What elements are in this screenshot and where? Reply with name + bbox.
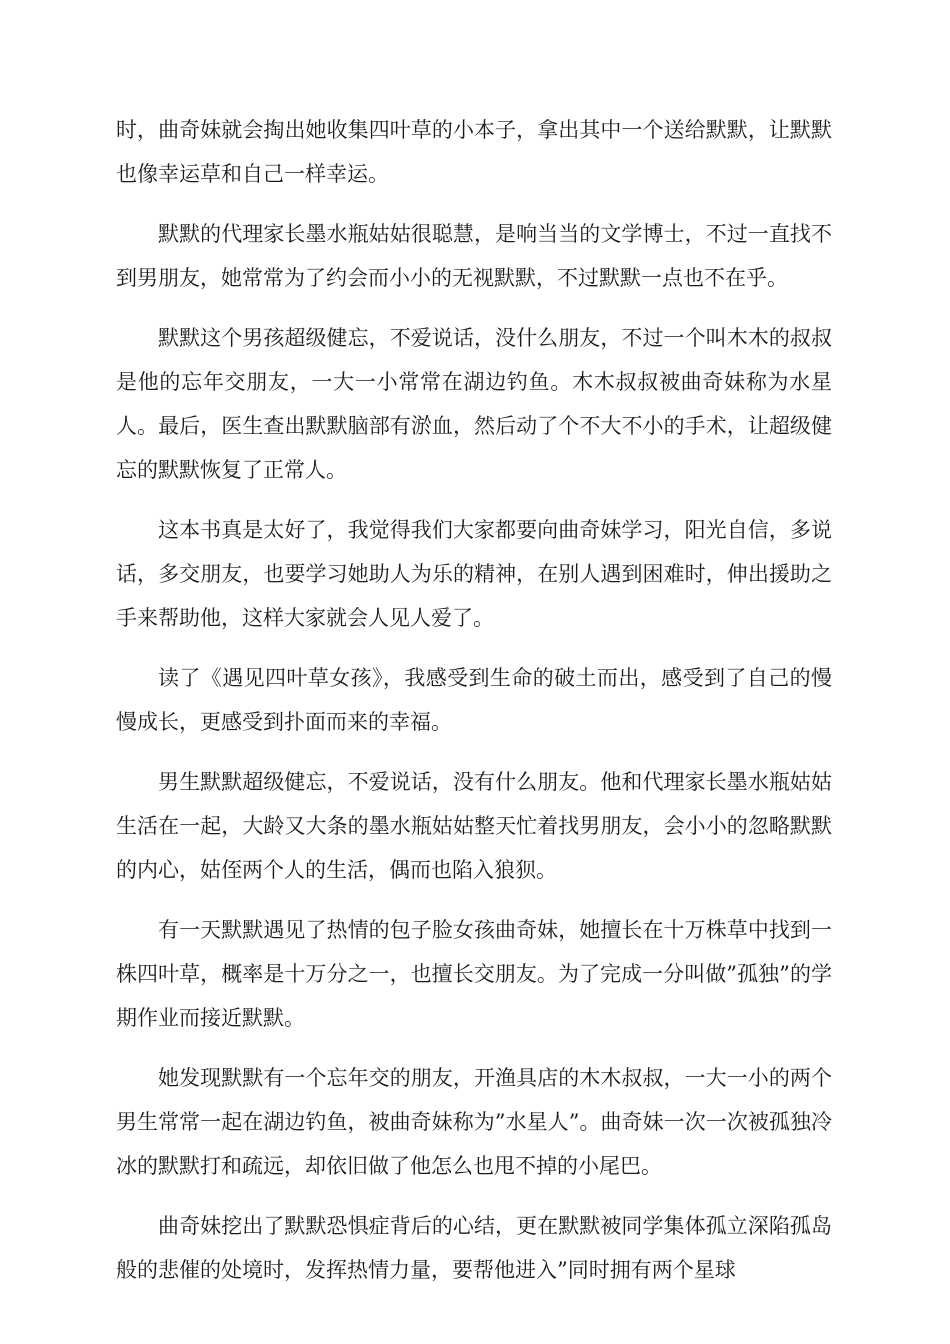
paragraph-9: 曲奇妹挖出了默默恐惧症背后的心结，更在默默被同学集体孤立深陷孤岛般的悲催的处境时，发挥热情力量，要帮他进入”同时拥有两个星球 [116, 1214, 832, 1282]
paragraph-6: 男生默默超级健忘，不爱说话，没有什么朋友。他和代理家长墨水瓶姑姑生活在一起，大龄又大条的墨水瓶姑姑整天忙着找男朋友，会小小的忽略默默的内心，姑侄两个人的生活，偶而也陷入狼狈。 [116, 770, 832, 882]
paragraph-4: 这本书真是太好了，我觉得我们大家都要向曲奇妹学习，阳光自信，多说话，多交朋友，也要学习她助人为乐的精神，在别人遇到困难时，伸出援助之手来帮助他，这样大家就会人见人爱了。 [116, 518, 832, 630]
paragraph-8: 她发现默默有一个忘年交的朋友，开渔具店的木木叔叔，一大一小的两个男生常常一起在湖边钓鱼，被曲奇妹称为”水星人”。曲奇妹一次一次被孤独冷冰的默默打和疏远，却依旧做了他怎么也甩不掉的小尾巴。 [116, 1066, 832, 1178]
paragraph-3: 默默这个男孩超级健忘，不爱说话，没什么朋友，不过一个叫木木的叔叔是他的忘年交朋友，一大一小常常在湖边钓鱼。木木叔叔被曲奇妹称为水星人。最后，医生查出默默脑部有淤血，然后动了个不大不小的手术，让超级健忘的默默恢复了正常人。 [116, 326, 832, 482]
paragraph-2: 默默的代理家长墨水瓶姑姑很聪慧，是响当当的文学博士，不过一直找不到男朋友，她常常为了约会而小小的无视默默，不过默默一点也不在乎。 [116, 222, 832, 290]
paragraph-1: 时，曲奇妹就会掏出她收集四叶草的小本子，拿出其中一个送给默默，让默默也像幸运草和自己一样幸运。 [116, 118, 832, 186]
paragraph-5: 读了《遇见四叶草女孩》，我感受到生命的破土而出，感受到了自己的慢慢成长，更感受到扑面而来的幸福。 [116, 666, 832, 734]
paragraph-7: 有一天默默遇见了热情的包子脸女孩曲奇妹，她擅长在十万株草中找到一株四叶草，概率是十万分之一，也擅长交朋友。为了完成一分叫做”孤独”的学期作业而接近默默。 [116, 918, 832, 1030]
document-body [116, 108, 832, 1308]
